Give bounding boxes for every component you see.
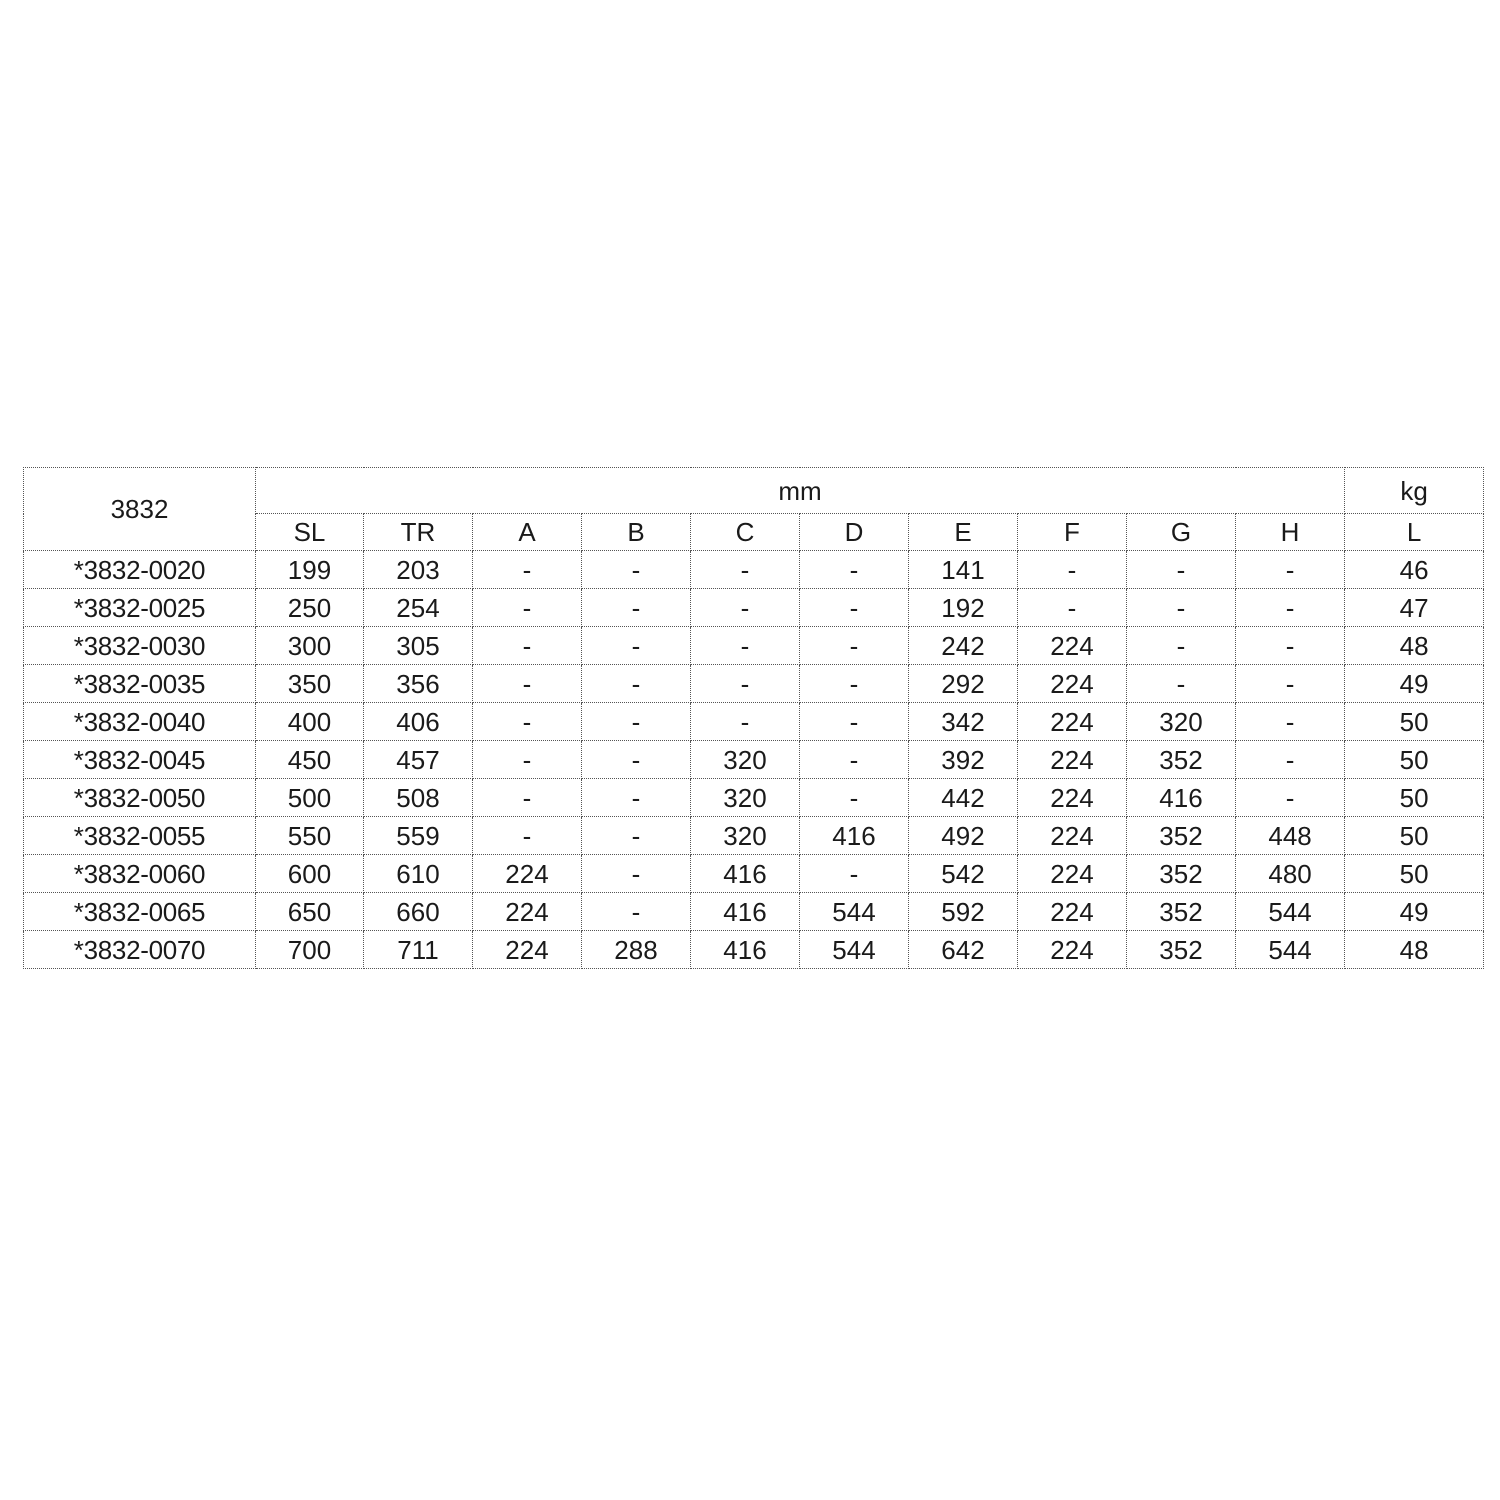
column-header-g: G: [1127, 514, 1236, 551]
column-header-l: L: [1345, 514, 1484, 551]
header-row-units: [24, 468, 1484, 514]
cell-e: 642: [909, 931, 1018, 969]
cell-c: -: [691, 703, 800, 741]
cell-sl: 650: [256, 893, 364, 931]
cell-g: 352: [1127, 741, 1236, 779]
cell-f: 224: [1018, 893, 1127, 931]
cell-f: 224: [1018, 817, 1127, 855]
column-header-h: H: [1236, 514, 1345, 551]
cell-g: 352: [1127, 817, 1236, 855]
cell-sl: 300: [256, 627, 364, 665]
cell-product-code: *3832-0060: [24, 855, 256, 893]
cell-c: -: [691, 551, 800, 589]
cell-sl: 600: [256, 855, 364, 893]
cell-product-code: *3832-0020: [24, 551, 256, 589]
cell-tr: 559: [364, 817, 473, 855]
cell-h: 448: [1236, 817, 1345, 855]
cell-g: 352: [1127, 931, 1236, 969]
column-header-b: B: [582, 514, 691, 551]
cell-l: 47: [1345, 589, 1484, 627]
cell-f: 224: [1018, 665, 1127, 703]
cell-b: -: [582, 741, 691, 779]
cell-tr: 508: [364, 779, 473, 817]
column-header-f: F: [1018, 514, 1127, 551]
cell-sl: 250: [256, 589, 364, 627]
cell-e: 592: [909, 893, 1018, 931]
cell-a: -: [473, 817, 582, 855]
unit-kg-header: kg: [1345, 468, 1484, 514]
cell-c: 416: [691, 893, 800, 931]
cell-e: 442: [909, 779, 1018, 817]
cell-d: -: [800, 665, 909, 703]
cell-a: -: [473, 589, 582, 627]
cell-d: -: [800, 551, 909, 589]
table-row: [24, 817, 1484, 855]
table-body: [24, 551, 1484, 969]
cell-a: -: [473, 551, 582, 589]
cell-c: 320: [691, 779, 800, 817]
cell-c: 416: [691, 931, 800, 969]
table-row: [24, 931, 1484, 969]
cell-h: 480: [1236, 855, 1345, 893]
table-row: [24, 703, 1484, 741]
cell-l: 50: [1345, 855, 1484, 893]
cell-sl: 550: [256, 817, 364, 855]
cell-sl: 700: [256, 931, 364, 969]
cell-b: -: [582, 551, 691, 589]
cell-e: 192: [909, 589, 1018, 627]
cell-g: 320: [1127, 703, 1236, 741]
cell-l: 49: [1345, 893, 1484, 931]
cell-g: 352: [1127, 855, 1236, 893]
cell-sl: 500: [256, 779, 364, 817]
cell-a: -: [473, 779, 582, 817]
cell-d: -: [800, 703, 909, 741]
cell-product-code: *3832-0045: [24, 741, 256, 779]
cell-d: 544: [800, 893, 909, 931]
cell-g: -: [1127, 627, 1236, 665]
cell-g: -: [1127, 551, 1236, 589]
cell-h: -: [1236, 741, 1345, 779]
cell-d: -: [800, 627, 909, 665]
cell-f: 224: [1018, 703, 1127, 741]
cell-l: 49: [1345, 665, 1484, 703]
cell-product-code: *3832-0065: [24, 893, 256, 931]
cell-tr: 610: [364, 855, 473, 893]
column-header-a: A: [473, 514, 582, 551]
cell-h: -: [1236, 703, 1345, 741]
table-row: [24, 589, 1484, 627]
table-row: [24, 855, 1484, 893]
cell-b: -: [582, 817, 691, 855]
cell-d: -: [800, 855, 909, 893]
column-header-tr: TR: [364, 514, 473, 551]
table-row: [24, 779, 1484, 817]
cell-b: -: [582, 855, 691, 893]
cell-g: 416: [1127, 779, 1236, 817]
cell-c: -: [691, 589, 800, 627]
cell-product-code: *3832-0040: [24, 703, 256, 741]
column-header-e: E: [909, 514, 1018, 551]
cell-product-code: *3832-0025: [24, 589, 256, 627]
cell-h: -: [1236, 779, 1345, 817]
cell-l: 50: [1345, 779, 1484, 817]
cell-tr: 356: [364, 665, 473, 703]
table-row: [24, 741, 1484, 779]
cell-sl: 350: [256, 665, 364, 703]
cell-h: -: [1236, 551, 1345, 589]
cell-product-code: *3832-0035: [24, 665, 256, 703]
cell-sl: 199: [256, 551, 364, 589]
cell-tr: 203: [364, 551, 473, 589]
cell-f: -: [1018, 589, 1127, 627]
cell-d: -: [800, 779, 909, 817]
cell-tr: 406: [364, 703, 473, 741]
cell-l: 48: [1345, 627, 1484, 665]
cell-a: 224: [473, 855, 582, 893]
cell-b: -: [582, 665, 691, 703]
cell-e: 242: [909, 627, 1018, 665]
cell-product-code: *3832-0070: [24, 931, 256, 969]
cell-a: -: [473, 703, 582, 741]
cell-f: 224: [1018, 779, 1127, 817]
cell-d: -: [800, 741, 909, 779]
cell-c: -: [691, 665, 800, 703]
column-header-d: D: [800, 514, 909, 551]
cell-sl: 400: [256, 703, 364, 741]
cell-tr: 711: [364, 931, 473, 969]
table-row: [24, 551, 1484, 589]
cell-l: 46: [1345, 551, 1484, 589]
cell-h: 544: [1236, 893, 1345, 931]
table-title: 3832: [24, 468, 256, 551]
cell-l: 48: [1345, 931, 1484, 969]
cell-a: -: [473, 627, 582, 665]
cell-e: 542: [909, 855, 1018, 893]
cell-b: 288: [582, 931, 691, 969]
cell-e: 342: [909, 703, 1018, 741]
cell-l: 50: [1345, 741, 1484, 779]
cell-e: 292: [909, 665, 1018, 703]
cell-d: 416: [800, 817, 909, 855]
table-row: [24, 665, 1484, 703]
cell-b: -: [582, 779, 691, 817]
cell-h: 544: [1236, 931, 1345, 969]
cell-a: -: [473, 665, 582, 703]
cell-g: -: [1127, 665, 1236, 703]
cell-f: -: [1018, 551, 1127, 589]
cell-product-code: *3832-0055: [24, 817, 256, 855]
cell-h: -: [1236, 589, 1345, 627]
column-header-sl: SL: [256, 514, 364, 551]
cell-e: 392: [909, 741, 1018, 779]
cell-l: 50: [1345, 817, 1484, 855]
specification-table: [23, 467, 1484, 969]
table-row: [24, 627, 1484, 665]
cell-a: 224: [473, 931, 582, 969]
cell-a: -: [473, 741, 582, 779]
cell-c: -: [691, 627, 800, 665]
cell-d: -: [800, 589, 909, 627]
cell-product-code: *3832-0050: [24, 779, 256, 817]
cell-tr: 254: [364, 589, 473, 627]
cell-g: -: [1127, 589, 1236, 627]
cell-b: -: [582, 703, 691, 741]
cell-a: 224: [473, 893, 582, 931]
cell-f: 224: [1018, 741, 1127, 779]
cell-tr: 305: [364, 627, 473, 665]
cell-tr: 457: [364, 741, 473, 779]
cell-c: 320: [691, 741, 800, 779]
cell-l: 50: [1345, 703, 1484, 741]
cell-f: 224: [1018, 931, 1127, 969]
cell-f: 224: [1018, 855, 1127, 893]
cell-b: -: [582, 893, 691, 931]
cell-product-code: *3832-0030: [24, 627, 256, 665]
cell-e: 492: [909, 817, 1018, 855]
column-header-c: C: [691, 514, 800, 551]
table-row: [24, 893, 1484, 931]
cell-f: 224: [1018, 627, 1127, 665]
cell-g: 352: [1127, 893, 1236, 931]
cell-h: -: [1236, 665, 1345, 703]
cell-e: 141: [909, 551, 1018, 589]
cell-c: 416: [691, 855, 800, 893]
cell-h: -: [1236, 627, 1345, 665]
unit-mm-header: mm: [256, 468, 1345, 514]
cell-sl: 450: [256, 741, 364, 779]
cell-d: 544: [800, 931, 909, 969]
cell-b: -: [582, 627, 691, 665]
cell-b: -: [582, 589, 691, 627]
cell-c: 320: [691, 817, 800, 855]
cell-tr: 660: [364, 893, 473, 931]
